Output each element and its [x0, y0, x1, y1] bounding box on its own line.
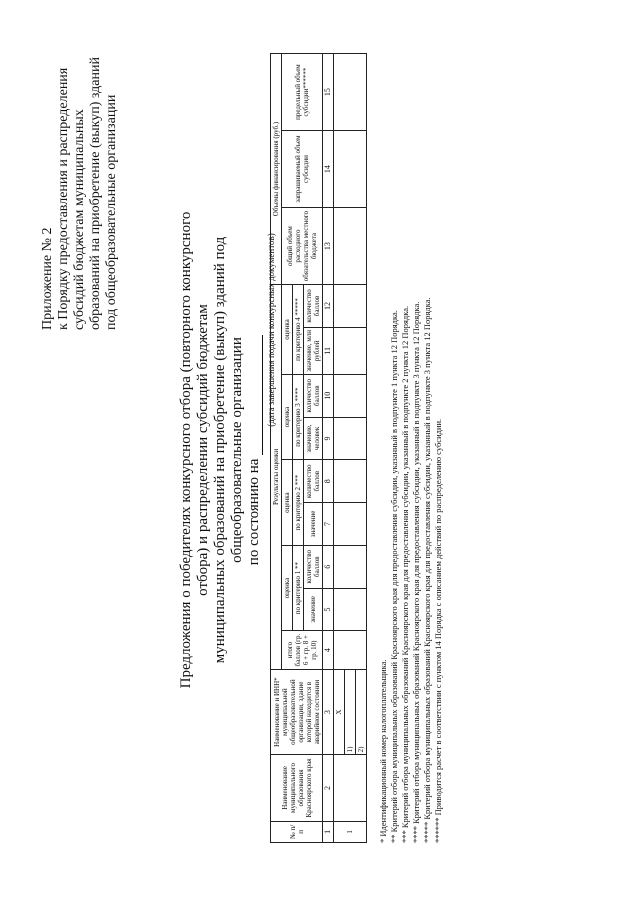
column-number: 11 [323, 327, 334, 374]
points-cell [334, 285, 367, 328]
column-number: 12 [323, 285, 334, 328]
title-date-line [246, 195, 263, 705]
footnote: **** Критерий отбора муниципальных образований Красноярского края для предоставления субсидии, указанный в подпункте 3 пункта 12 Порядка. [411, 301, 421, 843]
organization-cell: Х [334, 669, 345, 755]
header-criterion-2: по критерию 2 *** [293, 460, 304, 546]
header-eval-3: оценка [282, 374, 293, 460]
title-line: муниципальных образований на приобретение (выкуп) зданий под общеобразовательные организации [212, 236, 245, 664]
column-number: 3 [323, 669, 334, 755]
header-funding: Объемы финансирования (руб.) [271, 54, 282, 285]
date-note: (дата завершения подачи конкурсных документов) [266, 233, 276, 427]
value-cell [334, 503, 367, 546]
table-row [334, 54, 345, 843]
header-municipality: Наименование муниципального образования Красноярского края [271, 755, 323, 821]
header-points: количество баллов [304, 545, 323, 588]
title-line: по состоянию на [246, 458, 262, 566]
points-cell [334, 545, 367, 588]
max-subsidy-cell [334, 54, 367, 131]
date-blank [248, 335, 263, 455]
local-budget-cell [334, 208, 367, 285]
column-number: 5 [323, 588, 334, 631]
header-eval-4: оценка [282, 285, 293, 375]
appendix-line: Приложение № 2 [40, 227, 55, 330]
footnote: ** Критерий отбора муниципальных образований Красноярского края для предоставления субсидии, указанный в подпункте 1 пункта 12 Порядка. [389, 310, 399, 843]
header-max-subsidy: предельный объем субсидии****** [282, 54, 323, 131]
column-number: 2 [323, 755, 334, 821]
footnote: *** Критерий отбора муниципальных образований Красноярского края для предоставления субсидии, указанный в подпункте 2 пункта 12 Порядка. [400, 305, 410, 843]
column-number: 14 [323, 131, 334, 208]
footnotes [378, 43, 444, 843]
footnote: ***** Критерий отбора муниципальных образований Красноярского края для предоставления субсидии, указанный в подпункте 3 пункта 12 Порядка. [422, 297, 432, 843]
header-eval-1: оценка [282, 545, 293, 631]
column-number-row [323, 54, 334, 843]
header-points: количество баллов [304, 374, 323, 417]
document-title [178, 195, 280, 705]
value-cell [334, 417, 367, 460]
header-total-points: итого баллов (гр. 6 + гр. 8 + гр. 10) [282, 631, 323, 669]
row-number: 1 [334, 821, 367, 842]
column-number: 4 [323, 631, 334, 669]
organization-cell: 2) [356, 669, 367, 755]
header-eval-2: оценка [282, 460, 293, 546]
column-number: 7 [323, 503, 334, 546]
footnote: * Идентификационный номер налогоплательщика. [378, 659, 388, 843]
header-criterion-3: по критерию 3 **** [293, 374, 304, 460]
appendix-line: к Порядку предоставления и распределения [56, 67, 71, 330]
footnote: ****** Приводится расчет в соответствии с пунктом 14 Порядка с описанием действий по распределению субсидии. [433, 418, 443, 843]
points-cell [334, 460, 367, 503]
appendix-line: субсидий бюджетам муниципальных [72, 109, 87, 330]
header-value-mln: значение, млн рублей [304, 327, 323, 374]
header-num: № п/п [271, 821, 323, 842]
header-organization: Наименование и ИНН* муниципальной общеобразовательной организации, здание которой находится в аварийном состоянии [271, 669, 323, 755]
municipality-cell [334, 755, 367, 821]
header-value: значение [304, 588, 323, 631]
column-number: 15 [323, 54, 334, 131]
header-criterion-1: по критерию 1 ** [293, 545, 304, 631]
winners-table [270, 53, 367, 843]
requested-cell [334, 131, 367, 208]
column-number: 10 [323, 374, 334, 417]
title-line: Предложения о победителях конкурсного отбора (повторного конкурсного отбора) и распределении субсидий бюджетам [178, 211, 211, 689]
appendix-line: образований на приобретение (выкуп) зданий [88, 57, 103, 330]
column-number: 13 [323, 208, 334, 285]
points-cell [334, 374, 367, 417]
header-points: количество баллов [304, 285, 323, 328]
organization-cell: 1) [345, 669, 356, 755]
column-number: 1 [323, 821, 334, 842]
total-cell [334, 631, 367, 669]
value-cell [334, 588, 367, 631]
header-requested-subsidy: запрашиваемый объем субсидии [282, 131, 323, 208]
appendix-header [40, 30, 120, 330]
column-number: 9 [323, 417, 334, 460]
header-results: Результаты оценки [271, 285, 282, 670]
header-value-people: значение, человек [304, 417, 323, 460]
column-number: 6 [323, 545, 334, 588]
header-value: значение [304, 503, 323, 546]
header-points: количество баллов [304, 460, 323, 503]
column-number: 8 [323, 460, 334, 503]
header-local-budget: общий объем расходного обязательства местного бюджета [282, 208, 323, 285]
header-criterion-4: по критерию 4 ***** [293, 285, 304, 375]
value-cell [334, 327, 367, 374]
appendix-line: под общеобразовательные организации [104, 94, 119, 330]
